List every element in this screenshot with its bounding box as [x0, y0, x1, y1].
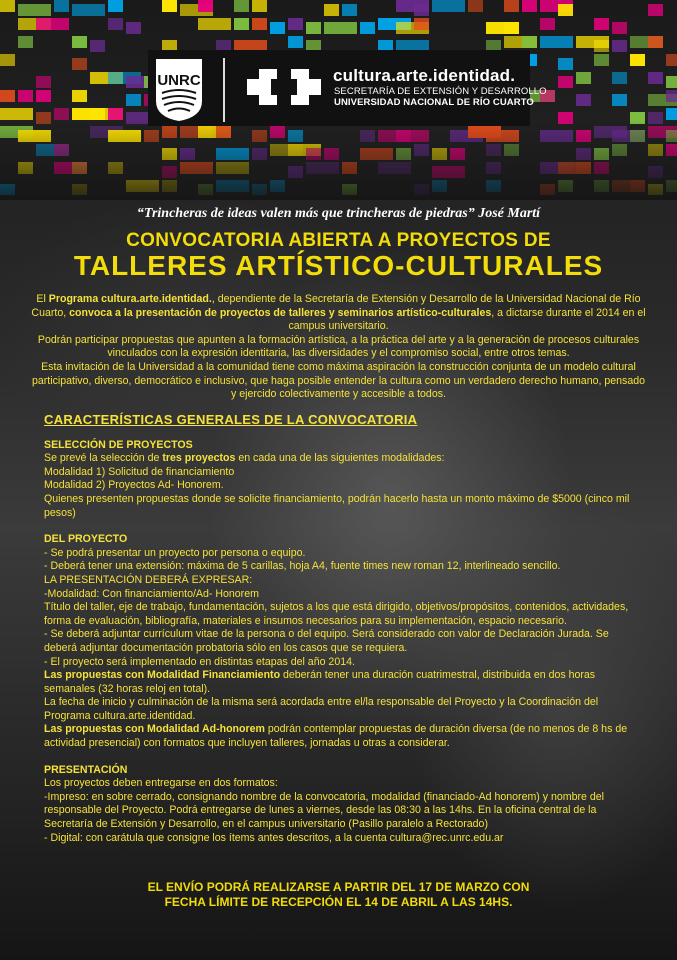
pattern-tile [72, 90, 87, 102]
pattern-tile [108, 0, 123, 12]
pattern-tile [54, 108, 69, 120]
title-line-1: CONVOCATORIA ABIERTA A PROYECTOS DE [126, 230, 551, 251]
pattern-fade [0, 120, 677, 200]
proyecto-heading: DEL PROYECTO [44, 533, 128, 546]
pattern-tile [54, 0, 69, 12]
pattern-tile [306, 22, 321, 34]
footer-line-2: FECHA LÍMITE DE RECEPCIÓN EL 14 DE ABRIL A LAS 14HS. [164, 895, 513, 909]
proyecto-line: - Se deberá adjuntar currículum vitae de la persona o del equipo. Será considerado con valor de Declaración Jurada. Se deberá adjuntar documentación probatoria sólo en los casos que se requiera. [44, 628, 609, 654]
presentacion-line: Los proyectos deben entregarse en dos formatos: [44, 777, 278, 790]
pattern-tile [558, 58, 573, 70]
seleccion-line: Modalidad 1) Solicitud de financiamiento [44, 465, 235, 478]
spacer [44, 751, 644, 764]
pattern-tile [558, 76, 573, 88]
brand-name: cultura.arte.identidad. [333, 66, 516, 85]
pattern-tile [108, 18, 123, 30]
pattern-tile [630, 54, 645, 66]
pattern-tile [18, 36, 33, 48]
pattern-tile [18, 4, 51, 16]
pattern-tile [126, 22, 141, 34]
proyecto-line: Título del taller, eje de trabajo, fundamentación, sujetos a los que está dirigido, objetivos/propósitos, contenidos, actividades, forma de evaluación, bibliografía, materiales e insumos necesarios para su implementación, espacio necesario. [44, 601, 629, 627]
pattern-tile [252, 18, 267, 30]
pattern-tile [558, 4, 573, 16]
pattern-tile [324, 4, 339, 16]
pattern-tile [468, 0, 483, 12]
proyecto-line: LA PRESENTACIÓN DEBERÁ EXPRESAR: [44, 573, 253, 586]
pattern-tile [108, 108, 123, 120]
pattern-tile [522, 36, 537, 48]
pattern-tile [0, 0, 15, 12]
pattern-tile [234, 18, 249, 30]
unrc-logo [152, 55, 206, 123]
seleccion-heading: SELECCIÓN DE PROYECTOS [44, 438, 193, 451]
pattern-tile [504, 22, 519, 34]
pattern-tile [0, 90, 15, 102]
pattern-tile [414, 4, 429, 16]
three-projects-highlight: tres proyectos [162, 452, 236, 465]
intro-paragraph-1 [30, 293, 647, 334]
pattern-tile [252, 0, 267, 12]
main-body [44, 413, 644, 845]
pattern-tile [576, 94, 591, 106]
pattern-tile [504, 0, 519, 12]
intro-text [30, 293, 647, 402]
presentacion-heading: PRESENTACIÓN [44, 763, 128, 776]
pattern-tile [198, 0, 213, 12]
pattern-tile [72, 36, 87, 48]
convocation-highlight: convoca a la presentación de proyectos de talleres y seminarios artístico-culturales [69, 306, 492, 319]
intro-text-span: , dependiente de la Secretaría de Extensión y Desarrollo de la Universidad Nacional de Río Cuarto, [31, 293, 641, 319]
pattern-tile [594, 54, 609, 66]
pattern-tile [540, 36, 573, 48]
pattern-tile [432, 0, 465, 12]
pattern-tile [648, 36, 663, 48]
pattern-tile [288, 18, 303, 30]
proyecto-line: La fecha de inicio y culminación de la misma será acordada entre el/la responsable del Proyecto y la Coordinación del Programa cultura.arte.identidad. [44, 696, 599, 722]
pattern-tile [234, 0, 249, 12]
brand-universidad: UNIVERSIDAD NACIONAL DE RÍO CUARTO [334, 97, 534, 108]
pattern-tile [612, 72, 627, 84]
logo-divider [223, 58, 225, 122]
unrc-logo-text: UNRC [157, 72, 201, 89]
intro-text-span: El [36, 293, 49, 305]
intro-paragraph-2: Podrán participar propuestas que apunten a la formación artística, a la práctica del arte y a la generación de procesos culturales vinculados con la expresión identitaria, las diversidades y el compromiso social, entre otros temas. [37, 333, 640, 360]
pattern-tile [0, 54, 15, 66]
pattern-tile [72, 58, 87, 70]
pattern-tile [666, 90, 677, 102]
pattern-tile [18, 90, 33, 102]
seleccion-line: Quienes presenten propuestas donde se solicite financiamiento, podrán hacerlo hasta un monto máximo de $5000 (cinco mil pesos) [44, 492, 630, 519]
footer-line-1: EL ENVÍO PODRÁ REALIZARSE A PARTIR DEL 17 DE MARZO CON [147, 880, 530, 894]
text-span: podrán contemplar propuestas de duración diversa (de no menos de 8 hs de actividad presencial) con formatos que incluyen talleres, jornadas u otras a considerar. [44, 723, 628, 750]
pattern-tile [0, 108, 33, 120]
pattern-tile [612, 94, 627, 106]
pattern-tile [360, 22, 375, 34]
seleccion-line [44, 452, 644, 466]
pattern-tile [324, 22, 357, 34]
pattern-tile [612, 40, 627, 52]
pattern-tile [342, 4, 357, 16]
program-name: Programa cultura.arte.identidad. [48, 293, 212, 305]
jose-marti-quote: “Trincheras de ideas valen más que trincheras de piedras” José Martí [136, 206, 541, 221]
pattern-tile [414, 18, 429, 30]
pattern-tile [126, 94, 141, 106]
pattern-tile [594, 40, 609, 52]
presentacion-line: -Impreso: en sobre cerrado, consignando nombre de la convocatoria, modalidad (financiado-Ad honorem) y nombre del responsable del Proyecto. Podrá entregarse de lunes a viernes, desde las 08:30 a las 14hs. En la oficina central de la Secretaría de Extensión y Desarrollo, en el campus universitario (Pasillo paralelo a Rectorado) [44, 790, 605, 831]
pattern-tile [540, 18, 555, 30]
pattern-tile [36, 90, 51, 102]
intro-text-span: , a dictarse durante el 2014 en el campus universitario. [288, 306, 646, 333]
characteristics-heading: CARACTERÍSTICAS GENERALES DE LA CONVOCATORIA [44, 412, 418, 427]
pattern-tile [612, 22, 627, 34]
text-span: deberán tener una duración cuatrimestral, distribuida en dos horas semanales (32 horas reloj en total). [44, 669, 596, 695]
pattern-tile [522, 0, 537, 12]
spacer [44, 520, 644, 533]
proyecto-line: -Modalidad: Con financiamiento/Ad- Honorem [44, 587, 259, 600]
brand-secretaria: SECRETARÍA DE EXTENSIÓN Y DESARROLLO [334, 86, 547, 97]
pattern-tile [648, 72, 663, 84]
pattern-tile [288, 36, 303, 48]
text-span: Se prevé la selección de [44, 452, 163, 465]
intro-paragraph-3: Esta invitación de la Universidad a la comunidad tiene como máxima aspiración la construcción conjunta de un modelo cultural participativo, diverso, democrático e inclusivo, que haga posible entender la cultura como un verdadero derecho humano, pensado y ejercido colectivamente y accesible a todos. [31, 360, 646, 401]
deadline-footer [0, 880, 677, 910]
pattern-tile [648, 4, 663, 16]
proyecto-line [44, 723, 644, 750]
cultura-arte-identidad-logo [243, 63, 325, 111]
presentacion-line: - Digital: con carátula que consigne los ítems antes descritos, a la cuenta cultura@rec.unrc.edu.ar [44, 831, 504, 844]
pattern-tile [90, 40, 105, 52]
proyecto-line: - El proyecto será implementado en distintas etapas del año 2014. [44, 655, 355, 668]
seleccion-line: Modalidad 2) Proyectos Ad- Honorem. [44, 479, 224, 492]
pattern-tile [576, 72, 591, 84]
pattern-tile [72, 4, 105, 16]
pattern-tile [36, 18, 69, 30]
pattern-tile [162, 0, 177, 12]
financiamiento-highlight: Las propuestas con Modalidad Financiamiento [44, 669, 281, 682]
proyecto-line [44, 669, 644, 696]
pattern-tile [666, 108, 677, 120]
proyecto-line: - Deberá tener una extensión: máxima de 5 carillas, hoja A4, fuente times new roman 12, interlineado sencillo. [44, 560, 561, 573]
proyecto-line: - Se podrá presentar un proyecto por persona o equipo. [44, 546, 306, 559]
pattern-tile [36, 76, 51, 88]
text-span: en cada una de las siguientes modalidades: [235, 452, 445, 465]
pattern-tile [666, 76, 677, 88]
pattern-tile [666, 54, 677, 66]
title-line-2: TALLERES ARTÍSTICO-CULTURALES [73, 250, 604, 281]
ad-honorem-highlight: Las propuestas con Modalidad Ad-honorem [44, 723, 265, 736]
pattern-tile [198, 18, 231, 30]
pattern-tile [594, 18, 609, 30]
pattern-tile [270, 22, 285, 34]
